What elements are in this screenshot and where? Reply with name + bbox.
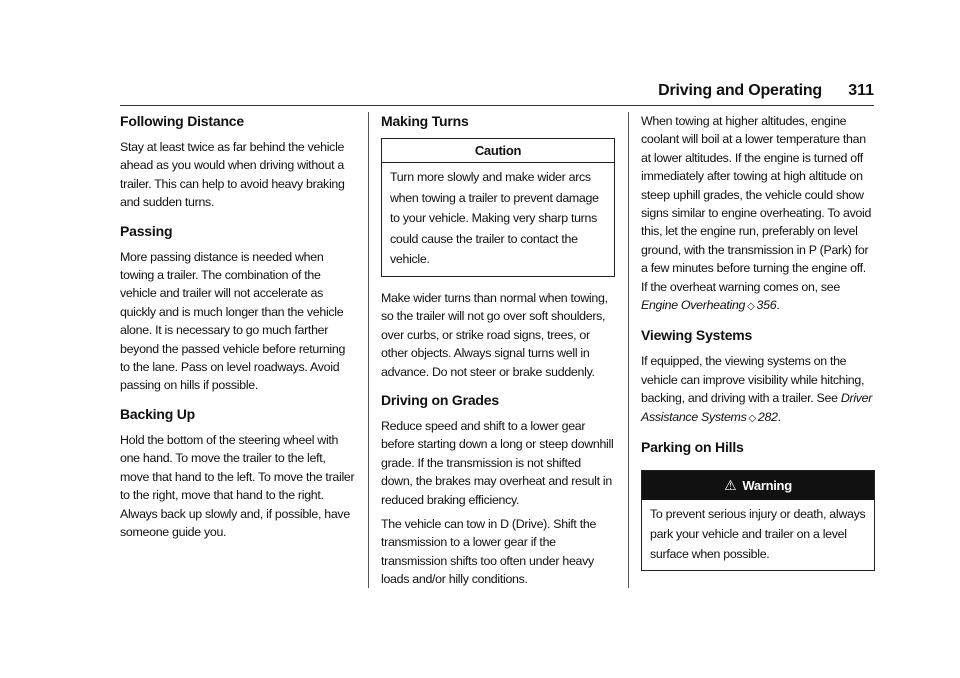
column-divider-right	[628, 112, 629, 588]
viewing-systems-text: If equipped, the viewing systems on the vehicle can improve visibility while hitching, backing, and driving with a trailer. See	[641, 354, 865, 406]
warning-box	[641, 470, 875, 570]
column-right	[641, 112, 875, 571]
driving-on-grades-text-2: The vehicle can tow in D (Drive). Shift the transmission to a lower gear if the transmission shifts too often under heavy loads and/or hilly conditions.	[381, 516, 597, 587]
following-distance-text: Stay at least twice as far behind the vehicle ahead as you would when driving without a trailer. This can help to avoid heavy braking and sudden turns.	[120, 140, 345, 210]
driving-on-grades-text-1: Reduce speed and shift to a lower gear before starting down a long or steep downhill grade. If the transmission is not shifted down, the brakes may overheat and result in reduced braking efficiency.	[381, 418, 614, 507]
reference-arrow-icon: ◇	[747, 301, 755, 313]
header-divider	[120, 105, 874, 106]
engine-overheating-link[interactable]	[641, 298, 776, 312]
reference-arrow-icon: ◇	[748, 412, 756, 424]
altitude-text: When towing at higher altitudes, engine coolant will boil at a lower temperature than at lower altitudes. If the engine is turned off immediately after towing at high altitude on steep uphill grades, the vehicle could show signs similar to engine overheating. To avoid this, let the engine run, preferably on level ground, with the transmission in P (Park) for a few minutes before turning the engine off. If the overheat warning comes on, see	[641, 114, 872, 294]
engine-overheating-ref: Engine Overheating	[641, 298, 746, 313]
column-middle	[381, 112, 615, 595]
warning-text: To prevent serious injury or death, always park your vehicle and trailer on a level surface when possible.	[650, 506, 866, 561]
warning-header	[642, 471, 874, 499]
caution-text: Turn more slowly and make wider arcs when towing a trailer to prevent damage to your vehicle. Making very sharp turns could cause the trailer to contact the vehicle.	[390, 170, 599, 267]
driver-assistance-page: 282	[757, 409, 778, 424]
driver-assistance-ref: Driver Assistance Systems	[641, 391, 873, 424]
making-turns-text: Make wider turns than normal when towing, so the trailer will not go over soft shoulders, over curbs, or strike road signs, trees, or other objects. Always signal turns well in advance. Do not steer or brake suddenly.	[381, 290, 608, 379]
column-left	[120, 112, 356, 547]
page-number: 311	[848, 82, 874, 99]
section-title: Driving and Operating	[658, 82, 822, 99]
following-distance-heading: Following Distance	[120, 113, 244, 129]
column-divider-left	[368, 112, 369, 588]
viewing-systems-heading: Viewing Systems	[641, 327, 753, 344]
backing-up-heading: Backing Up	[120, 405, 196, 422]
parking-on-hills-heading: Parking on Hills	[641, 439, 744, 456]
viewing-systems-paragraph: If equipped, the viewing systems on the vehicle can improve visibility while hitching, backing, and driving with a trailer. See Driver Assistance Systems ◇ 282.	[641, 354, 873, 424]
passing-text: More passing distance is needed when towing a trailer. The combination of the vehicle and trailer will not accelerate as quickly and is much longer than the vehicle alone. It is necessary to go much farther beyond the passed vehicle before returning to the lane. Pass on level roadways. Avoid passing on hills if possible.	[120, 249, 346, 393]
page-header	[120, 82, 874, 104]
altitude-paragraph: When towing at higher altitudes, engine coolant will boil at a lower temperature than at lower altitudes. If the engine is turned off immediately after towing at high altitude on steep uphill grades, the vehicle could show signs similar to engine overheating. To avoid this, let the engine run, preferably on level ground, with the transmission in P (Park) for a few minutes before turning the engine off. If the overheat warning comes on, see Engine Overheating ◇ 356.	[641, 114, 872, 313]
passing-heading: Passing	[120, 222, 173, 239]
warning-icon: ⚠	[724, 477, 737, 494]
caution-label: Caution	[382, 139, 614, 163]
backing-up-text: Hold the bottom of the steering wheel with one hand. To move the trailer to the left, move that hand to the left. To move the trailer to the right, move that hand to the right. Always back up slowly and, if possible, have someone guide you.	[120, 432, 355, 539]
driving-on-grades-heading: Driving on Grades	[381, 391, 499, 408]
making-turns-heading: Making Turns	[381, 113, 469, 129]
engine-overheating-page: 356	[756, 298, 777, 313]
warning-label: Warning	[742, 478, 792, 494]
caution-box	[381, 138, 615, 277]
